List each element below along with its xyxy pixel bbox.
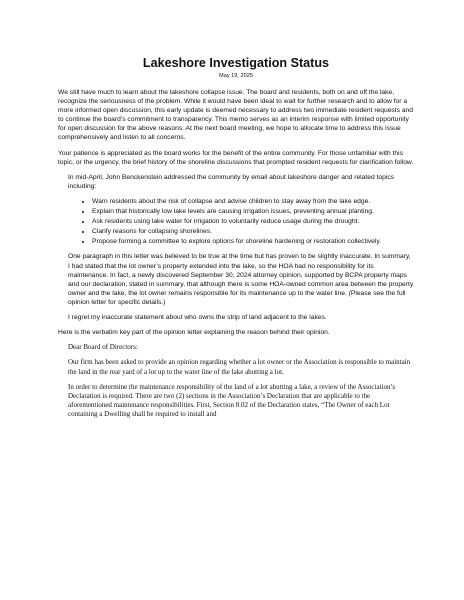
document-title: Lakeshore Investigation Status <box>142 56 330 70</box>
intro-paragraph: We still have much to learn about the lakeshore collapse issue. The board and residents, both on and off the lake, recognize the seriousness of the problem. While it would have been ideal to wait for further research and to allow for a more informed open discussion, this early update is deemed necessary to address two immediate resident requests and to continue the board’s commitment to transparency. This memo serves as an interim response with limited opportunity for open discussion for the above reasons. At the next board meeting, we hope to allocate time to address this issue comprehensively and listen to all concerns. <box>58 89 413 142</box>
list-item: • Warn residents about the risk of collapse and advise children to stay away from the lake edge. <box>92 197 414 206</box>
list-item: • Propose forming a committee to explore options for shoreline hardening or restoration collectively. <box>92 237 414 246</box>
letter-paragraph: Our firm has been asked to provide an opinion regarding whether a lot owner or the Association is responsible to maintain the land in the rear yard of a lot up to the water line of the lake abutting a lot. <box>68 358 411 376</box>
correction-paragraph: One paragraph in this letter was believed to be true at the time but has proven to be slightly inaccurate. In summary, I had stated that the lot owner’s property extended into the lake, so the HOA had no responsibility for its maintenance. In fact, a newly discovered September 30, 2024 attorney opinion, supported by BCPA property maps and our declaration, stated in summary, that although there is some HOA-owned common area between the property owner and the lake, the lot owner remains responsible for its maintenance up to the water line. (Please see the full opinion letter for specific details.) <box>68 253 414 306</box>
document-date: May 19, 2025 <box>219 73 253 79</box>
patience-paragraph: Your patience is appreciated as the board works for the benefit of the entire community. For those unfamiliar with this topic, or the urgency, the brief history of the shoreline discussions that prompted resident requests for clarification follow. <box>58 149 414 166</box>
verbatim-intro: Here is the verbatim key part of the opinion letter explaining the reason behind their opinion. <box>58 329 330 337</box>
letter-salutation: Dear Board of Directors: <box>68 343 138 352</box>
list-item: • Clarify reasons for collapsing shorelines. <box>92 227 414 236</box>
topics-list <box>68 197 414 246</box>
regret-paragraph: I regret my inaccurate statement about who owns the strip of land adjacent to the lakes. <box>68 313 327 321</box>
history-intro: In mid-April, John Benckenstein addressed the community by email about lakeshore danger and related topics including: <box>68 173 395 190</box>
opinion-letter-excerpt <box>68 343 414 419</box>
list-item: • Ask residents using lake water for irrigation to voluntarily reduce usage during the drought. <box>92 217 414 226</box>
list-item: • Explain that historically low lake levels are causing irrigation issues, preventing annual planting. <box>92 207 414 216</box>
letter-paragraph: In order to determine the maintenance responsibility of the land of a lot abutting a lake, a review of the Association’s Declaration is required. There are two (2) sections in the Association’s Declaration that are applicable to the aforementioned maintenance responsibilities. First, Section 8.02 of the Declaration states, “The Owner of each Lot containing a Dwelling shall be required to install and <box>68 382 396 419</box>
